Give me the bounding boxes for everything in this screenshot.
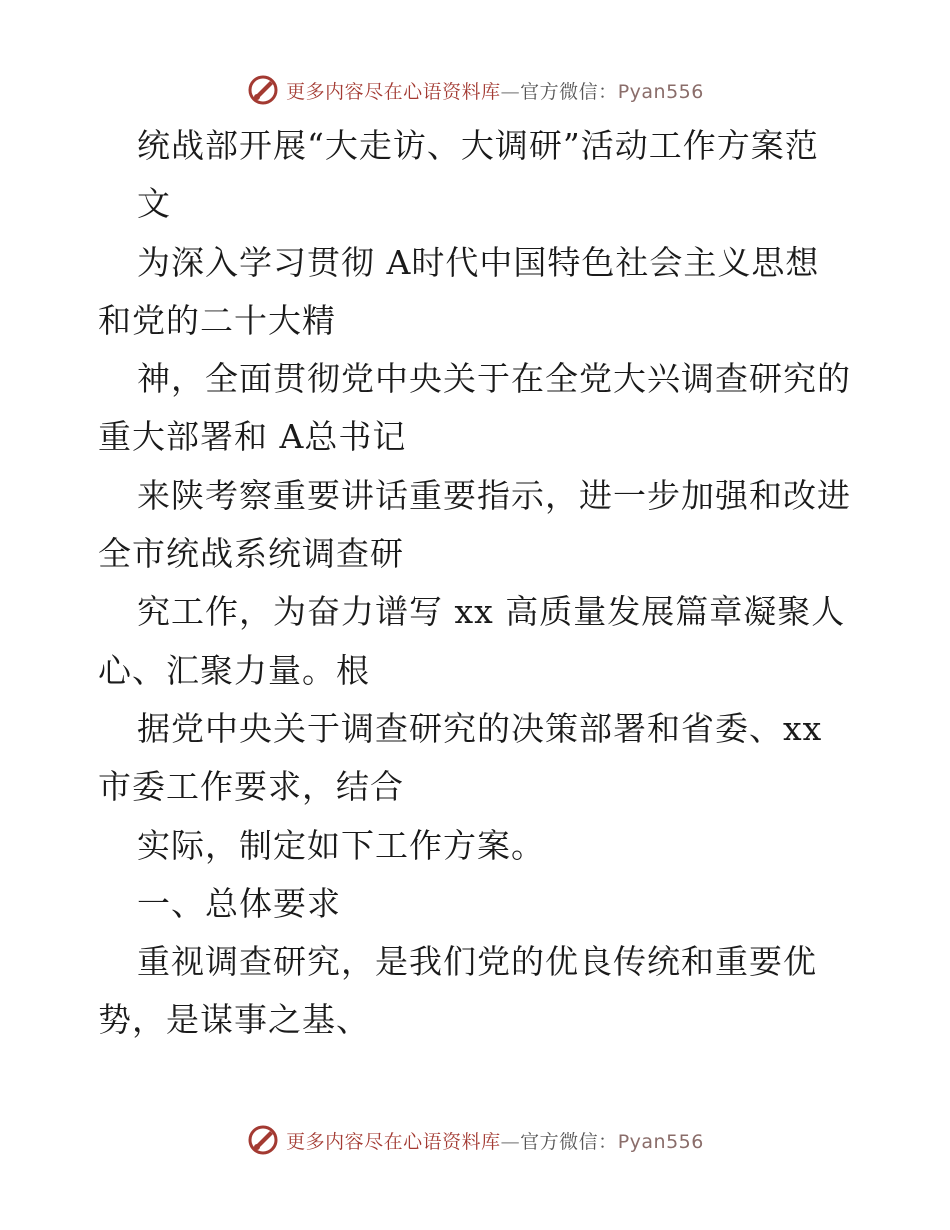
paragraph-line: 全市统战系统调查研: [98, 534, 404, 574]
title-line-2: 文: [137, 184, 171, 224]
paragraph-line: 究工作，为奋力谱写 xx 高质量发展篇章凝聚人: [137, 592, 846, 632]
paragraph-line: 重视调查研究，是我们党的优良传统和重要优: [137, 942, 817, 982]
watermark-dash: —: [500, 1130, 521, 1153]
watermark-wechat-id: Pyan556: [617, 1130, 704, 1153]
paragraph-line: 实际，制定如下工作方案。: [137, 825, 545, 865]
paragraph-line: 心、汇聚力量。根: [98, 650, 370, 690]
title-line-1: 统战部开展“大走访、大调研”活动工作方案范: [137, 126, 819, 165]
paragraph-line: 来陕考察重要讲话重要指示，进一步加强和改进: [137, 475, 851, 515]
watermark-site-text: 更多内容尽在心语资料库: [286, 80, 501, 103]
paragraph-line: 据党中央关于调查研究的决策部署和省委、xx: [137, 708, 823, 748]
paragraph-line: 为深入学习贯彻 A时代中国特色社会主义思想: [137, 242, 820, 282]
brush-circle-logo-icon: [246, 73, 280, 107]
footer-watermark: [0, 1120, 950, 1160]
paragraph-line: 和党的二十大精: [98, 300, 336, 340]
paragraph-line: 市委工作要求，结合: [98, 767, 404, 807]
section-heading: 一、总体要求: [137, 883, 341, 923]
watermark-site-text: 更多内容尽在心语资料库: [286, 1130, 501, 1153]
watermark-wechat-label: 官方微信：: [520, 1130, 618, 1153]
brush-circle-logo-icon: [246, 1123, 280, 1157]
watermark-wechat-label: 官方微信：: [520, 80, 618, 103]
paragraph-line: 神，全面贯彻党中央关于在全党大兴调查研究的: [137, 359, 851, 399]
watermark-wechat-id: Pyan556: [617, 80, 704, 103]
watermark-dash: —: [500, 80, 521, 103]
header-watermark: [0, 70, 950, 110]
paragraph-line: 势，是谋事之基、: [98, 1000, 370, 1040]
paragraph-line: 重大部署和 A总书记: [98, 417, 407, 457]
document-body: [98, 117, 858, 1050]
